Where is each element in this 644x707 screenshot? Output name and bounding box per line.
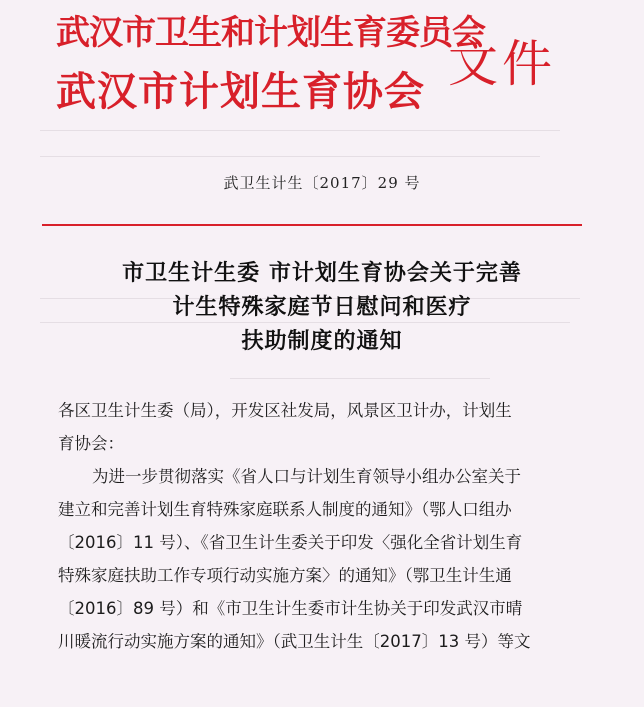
bleed-through-line (230, 378, 490, 379)
body-paragraph-line: 〔2016〕89 号）和《市卫生计生委市计生协关于印发武汉市晴 (58, 599, 523, 618)
title-line: 扶助制度的通知 (241, 328, 403, 354)
body-paragraph-line: 建立和完善计划生育特殊家庭联系人制度的通知》（鄂人口组办 (58, 500, 512, 519)
addressee-line: 各区卫生计生委（局），开发区社发局，风景区卫计办，计划生 (58, 401, 512, 420)
body-paragraph-line: 〔2016〕11 号）、《省卫生计生委关于印发〈强化全省计划生育 (58, 533, 523, 552)
body-paragraph-line: 为进一步贯彻落实《省人口与计划生育领导小组办公室关于 (92, 467, 521, 486)
red-divider-rule (42, 224, 582, 226)
document-label: 文件 (448, 35, 556, 93)
body-paragraph-line: 川暖流行动实施方案的通知》（武卫生计生〔2017〕13 号）等文 (58, 632, 531, 651)
issuer-name-family-planning-association: 武汉市计划生育协会 (56, 69, 425, 115)
bleed-through-line (40, 156, 540, 157)
issuer-name-health-commission: 武汉市卫生和计划生育委员会 (56, 13, 485, 53)
addressee-line: 育协会： (58, 434, 124, 453)
title-line: 市卫生计生委 市计划生育协会关于完善 (122, 260, 522, 286)
bleed-through-line (40, 130, 560, 131)
document-number: 武卫生计生〔2017〕29 号 (223, 174, 421, 192)
document-body (58, 394, 572, 658)
document-title (0, 256, 644, 358)
title-line: 计生特殊家庭节日慰问和医疗 (172, 294, 472, 320)
body-paragraph-line: 特殊家庭扶助工作专项行动实施方案〉的通知》（鄂卫生计生通 (58, 566, 512, 585)
